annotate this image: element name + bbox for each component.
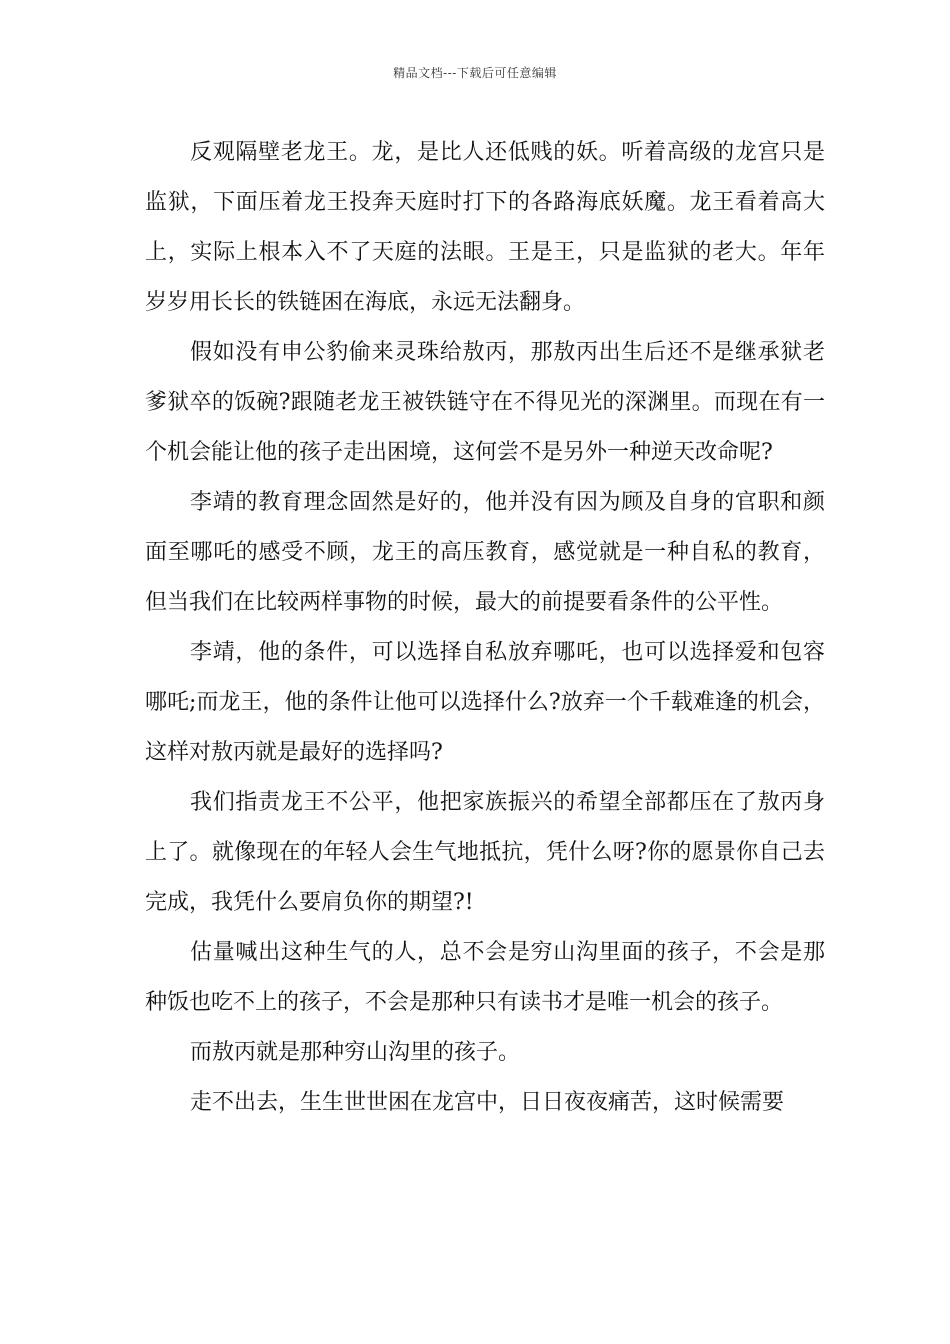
paragraph: 李靖的教育理念固然是好的，他并没有因为顾及自身的官职和颜面至哪吒的感受不顾，龙王的高压教育，感觉就是一种自私的教育，但当我们在比较两样事物的时候，最大的前提要看条件的公平性。 (145, 490, 825, 615)
document-body (145, 128, 825, 1128)
paragraph: 我们指责龙王不公平，他把家族振兴的希望全部都压在了敖丙身上了。就像现在的年轻人会生气地抵抗，凭什么呀?你的愿景你自己去完成，我凭什么要肩负你的期望?! (145, 790, 825, 915)
paragraph: 而敖丙就是那种穷山沟里的孩子。 (190, 1040, 521, 1065)
paragraph: 估量喊出这种生气的人，总不会是穷山沟里面的孩子，不会是那种饭也吃不上的孩子，不会是那种只有读书才是唯一机会的孩子。 (145, 940, 825, 1015)
paragraph: 反观隔壁老龙王。龙，是比人还低贱的妖。听着高级的龙宫只是监狱，下面压着龙王投奔天庭时打下的各路海底妖魔。龙王看着高大上，实际上根本入不了天庭的法眼。王是王，只是监狱的老大。年年岁岁用长长的铁链困在海底，永远无法翻身。 (145, 140, 825, 315)
page-header: 精品文档---下载后可任意编辑 (393, 66, 557, 80)
paragraph: 走不出去，生生世世困在龙宫中，日日夜夜痛苦，这时候需要 (190, 1090, 785, 1115)
paragraph: 李靖，他的条件，可以选择自私放弃哪吒，也可以选择爱和包容哪吒;而龙王，他的条件让他可以选择什么?放弃一个千载难逢的机会，这样对敖丙就是最好的选择吗? (145, 640, 825, 765)
paragraph: 假如没有申公豹偷来灵珠给敖丙，那敖丙出生后还不是继承狱老爹狱卒的饭碗?跟随老龙王被铁链守在不得见光的深渊里。而现在有一个机会能让他的孩子走出困境，这何尝不是另外一种逆天改命呢? (145, 340, 825, 465)
